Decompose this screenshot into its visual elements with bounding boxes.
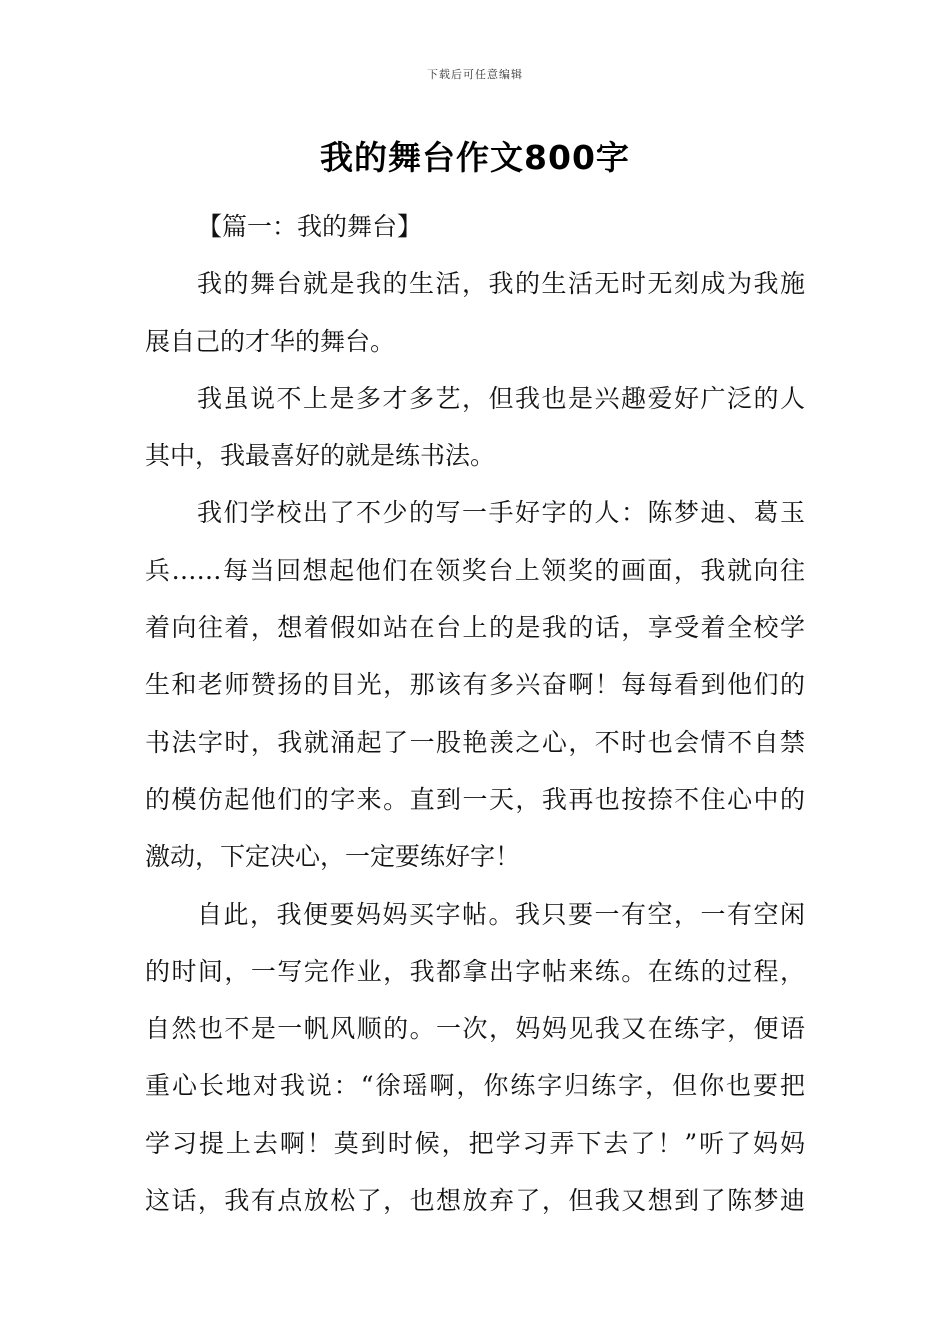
essay-body	[145, 198, 805, 1229]
paragraph-4-line-4: 重心长地对我说：“徐瑶啊，你练字归练字，但你也要把	[145, 1071, 805, 1101]
page-title: 我的舞台作文800字	[320, 138, 630, 177]
paragraph-3-line-1: 我们学校出了不少的写一手好字的人：陈梦迪、葛玉	[197, 498, 805, 528]
paragraph-3-line-5: 书法字时，我就涌起了一股艳羡之心，不时也会情不自禁	[145, 727, 805, 757]
paragraph-1-line-2: 展自己的才华的舞台。	[145, 326, 396, 356]
paragraph-3-line-2: 兵……每当回想起他们在领奖台上领奖的画面，我就向往	[145, 555, 805, 585]
paragraph-2-line-2: 其中，我最喜好的就是练书法。	[145, 441, 496, 471]
header-note: 下载后可任意编辑	[427, 68, 523, 81]
paragraph-3-line-7: 激动，下定决心，一定要练好字！	[145, 842, 521, 872]
paragraph-3-line-6: 的模仿起他们的字来。直到一天，我再也按捺不住心中的	[145, 784, 805, 814]
paragraph-3-line-4: 生和老师赞扬的目光，那该有多兴奋啊！每每看到他们的	[145, 670, 805, 700]
paragraph-4-line-3: 自然也不是一帆风顺的。一次，妈妈见我又在练字，便语	[145, 1014, 805, 1044]
section-label: 【篇一：我的舞台】	[197, 212, 423, 241]
paragraph-4-line-2: 的时间，一写完作业，我都拿出字帖来练。在练的过程，	[145, 956, 805, 986]
paragraph-2-line-1: 我虽说不上是多才多艺，但我也是兴趣爱好广泛的人	[197, 383, 805, 413]
paragraph-4-line-5: 学习提上去啊！莫到时候，把学习弄下去了！”听了妈妈	[145, 1128, 805, 1158]
paragraph-4-line-6: 这话，我有点放松了，也想放弃了，但我又想到了陈梦迪	[145, 1186, 805, 1216]
paragraph-3-line-3: 着向往着，想着假如站在台上的是我的话，享受着全校学	[145, 613, 805, 643]
paragraph-4-line-1: 自此，我便要妈妈买字帖。我只要一有空，一有空闲	[197, 899, 805, 929]
paragraph-1-line-1: 我的舞台就是我的生活，我的生活无时无刻成为我施	[197, 269, 805, 299]
